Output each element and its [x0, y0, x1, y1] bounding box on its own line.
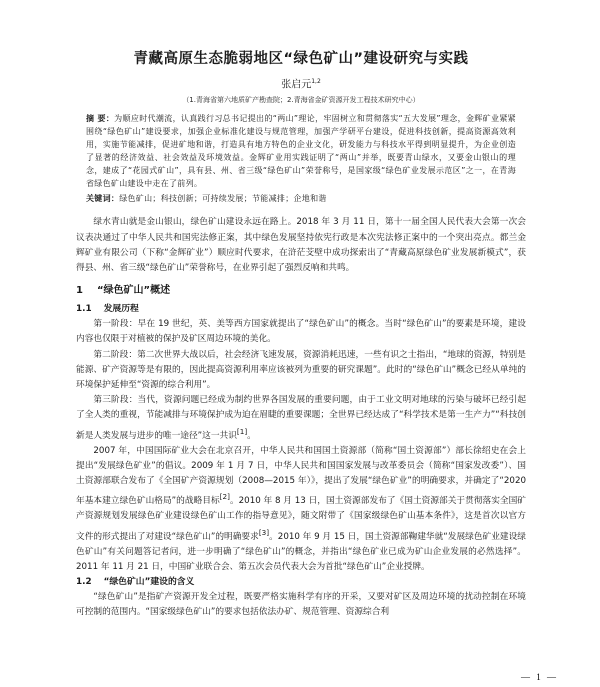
abstract-text: 为顺应时代潮流，认真践行习总书记提出的“两山”理论，牢固树立和贯彻落实“五大发展”理念，金辉矿业紧紧围绕“绿色矿山”建设要求，加强企业标准化建设与规范管理，加强产学研平台建设，促进科技创新，提高资源高效利用，实施节能减排，促进矿地和谐，打造具有地方特色的企业文化，研发能力与科技水平得到明显提升，为企业创造了显著的经济效益、社会效益及环境效益。金辉矿业用实践证明了“两山”并举，既要青山绿水，又要金山银山的理念，建成了“花园式矿山”，具有县、州、省三级“绿色矿山”荣誉称号，是国家级“绿色矿业发展示范区”之一，在青海省绿色矿山建设中走在了前列。 [86, 114, 516, 189]
keywords-label: 关键词： [86, 194, 120, 204]
stage-3-text: 第三阶段：当代，资源问题已经成为制约世界各国发展的重要问题，由于工业文明对地球的污染与破坏已经引起了全人类的重视，节能减排与环境保护成为迫在眉睫的重要课题；全世界已经达成了“科学技术是第一生产力”“科技创新是人类发展与进步的唯一途径”这一共识 [76, 395, 526, 441]
citation-1: [1] [236, 426, 248, 436]
history-2007-text-c: 。2010 年 9 月 15 日，国土资源部鞠建华就“发展绿色矿业建设绿色矿山”有关问题答记者问，进一步明确了“绿色矿山”的概念，并指出“绿色矿业已成为矿山企业发展的必然选择”。2011 年 11 月 21 日，中国矿业联合会、第五次会员代表大会为首批“绿色矿山”企业授牌。 [76, 531, 526, 572]
history-2007-text-a: 2007 年，中国国际矿业大会在北京召开，中华人民共和国国土资源部（简称“国土资源部”）部长徐绍史在会上提出“发展绿色矿业”的倡议。2009 年 1 月 7 日，中华人民共和国国家发展与改革委员会（简称“国家发改委”）、国土资源部联合发布了《全国矿产资源规划（2008—2015 年）》，提出了发展“绿色矿业”的明确要求，并确定了“2020 年基本建立绿色矿山格局”的战略目标 [76, 445, 527, 507]
history-2007-paragraph [76, 444, 526, 575]
citation-3: [3] [258, 527, 270, 537]
abstract [86, 112, 516, 190]
citation-2: [2] [219, 492, 230, 502]
section-1-2-title: “绿色矿山”建设的含义 [103, 577, 195, 588]
section-1-1-heading [76, 302, 526, 317]
author-line [76, 76, 526, 91]
stage-1-paragraph: 第一阶段：早在 19 世纪，英、美等西方国家就提出了“绿色矿山”的概念。当时“绿色矿山”的要素是环境，建设内容也仅限于对植被的保护及矿区周边环境的美化。 [76, 319, 526, 345]
stage-3-paragraph [76, 393, 526, 444]
section-1-number: 1 [76, 285, 83, 297]
meaning-paragraph: “绿色矿山”是指矿产资源开发全过程，既要严格实施科学有序的开采，又要对矿区及周边环境的扰动控制在环境可控制的范围内。“国家级绿色矿山”的要求包括依法办矿、规范管理、资源综合利 [76, 592, 526, 618]
section-1-1-title: 发展历程 [103, 304, 139, 315]
author-affiliation-marker: 1,2 [311, 78, 321, 85]
section-1-1-number: 1.1 [76, 304, 92, 315]
section-1-heading [76, 283, 526, 299]
abstract-label: 摘 要： [86, 114, 115, 124]
intro-paragraph: 绿水青山就是金山银山，绿色矿山建设永远在路上。2018 年 3 月 11 日，第十一届全国人民代表大会第一次会议表决通过了中华人民共和国宪法修正案，其中绿色发展坚持依宪行政是本次宪法修正案中的一个突出亮点。都兰金辉矿业有限公司（下称“金辉矿业”）顺应时代要求，在浒茫芠壁中成功探索出了“青藏高原绿色矿业发展新模式”，获得县、州、省三级“绿色矿山”荣誉称号，在业界引起了强烈反响和共鸣。 [76, 217, 526, 273]
page-footer [0, 671, 600, 683]
affiliation: （1.青海省第六地质矿产勘查院；2.青海省金矿资源开发工程技术研究中心） [182, 96, 420, 105]
page-number: — 1 — [521, 672, 558, 682]
section-1-title: “绿色矿山”概述 [96, 285, 171, 297]
stage-3-end: 。 [247, 430, 256, 441]
history-2007-text-b: 。2010 年 8 月 13 日，国土资源部发布了《国土资源部关于贯彻落实全国矿产资源规划发展绿色矿业建设绿色矿山工作的指导意见》，随文附带了《国家级绿色矿山基本条件》，这是首次以官方文件的形式提出了对建设“绿色矿山”的明确要求 [76, 496, 526, 542]
section-1-2-heading [76, 575, 526, 590]
author-name: 张启元 [281, 79, 312, 91]
section-1-2-number: 1.2 [76, 577, 92, 588]
stage-2-paragraph: 第二阶段：第二次世界大战以后，社会经济飞速发展，资源消耗迅速，一些有识之士指出，“地球的资源，特别是能源、矿产资源等是有限的，因此提高资源利用率应该被列为重要的研究课题”。此时的“绿色矿山”概念已经从单纯的环境保护延伸至“资源的综合利用”。 [76, 349, 526, 390]
paper-title: 青藏高原生态脆弱地区“绿色矿山”建设研究与实践 [133, 51, 469, 67]
keywords [86, 192, 516, 205]
keywords-text: 绿色矿山；科技创新；可持续发展；节能减排；企地和谐 [119, 194, 327, 204]
